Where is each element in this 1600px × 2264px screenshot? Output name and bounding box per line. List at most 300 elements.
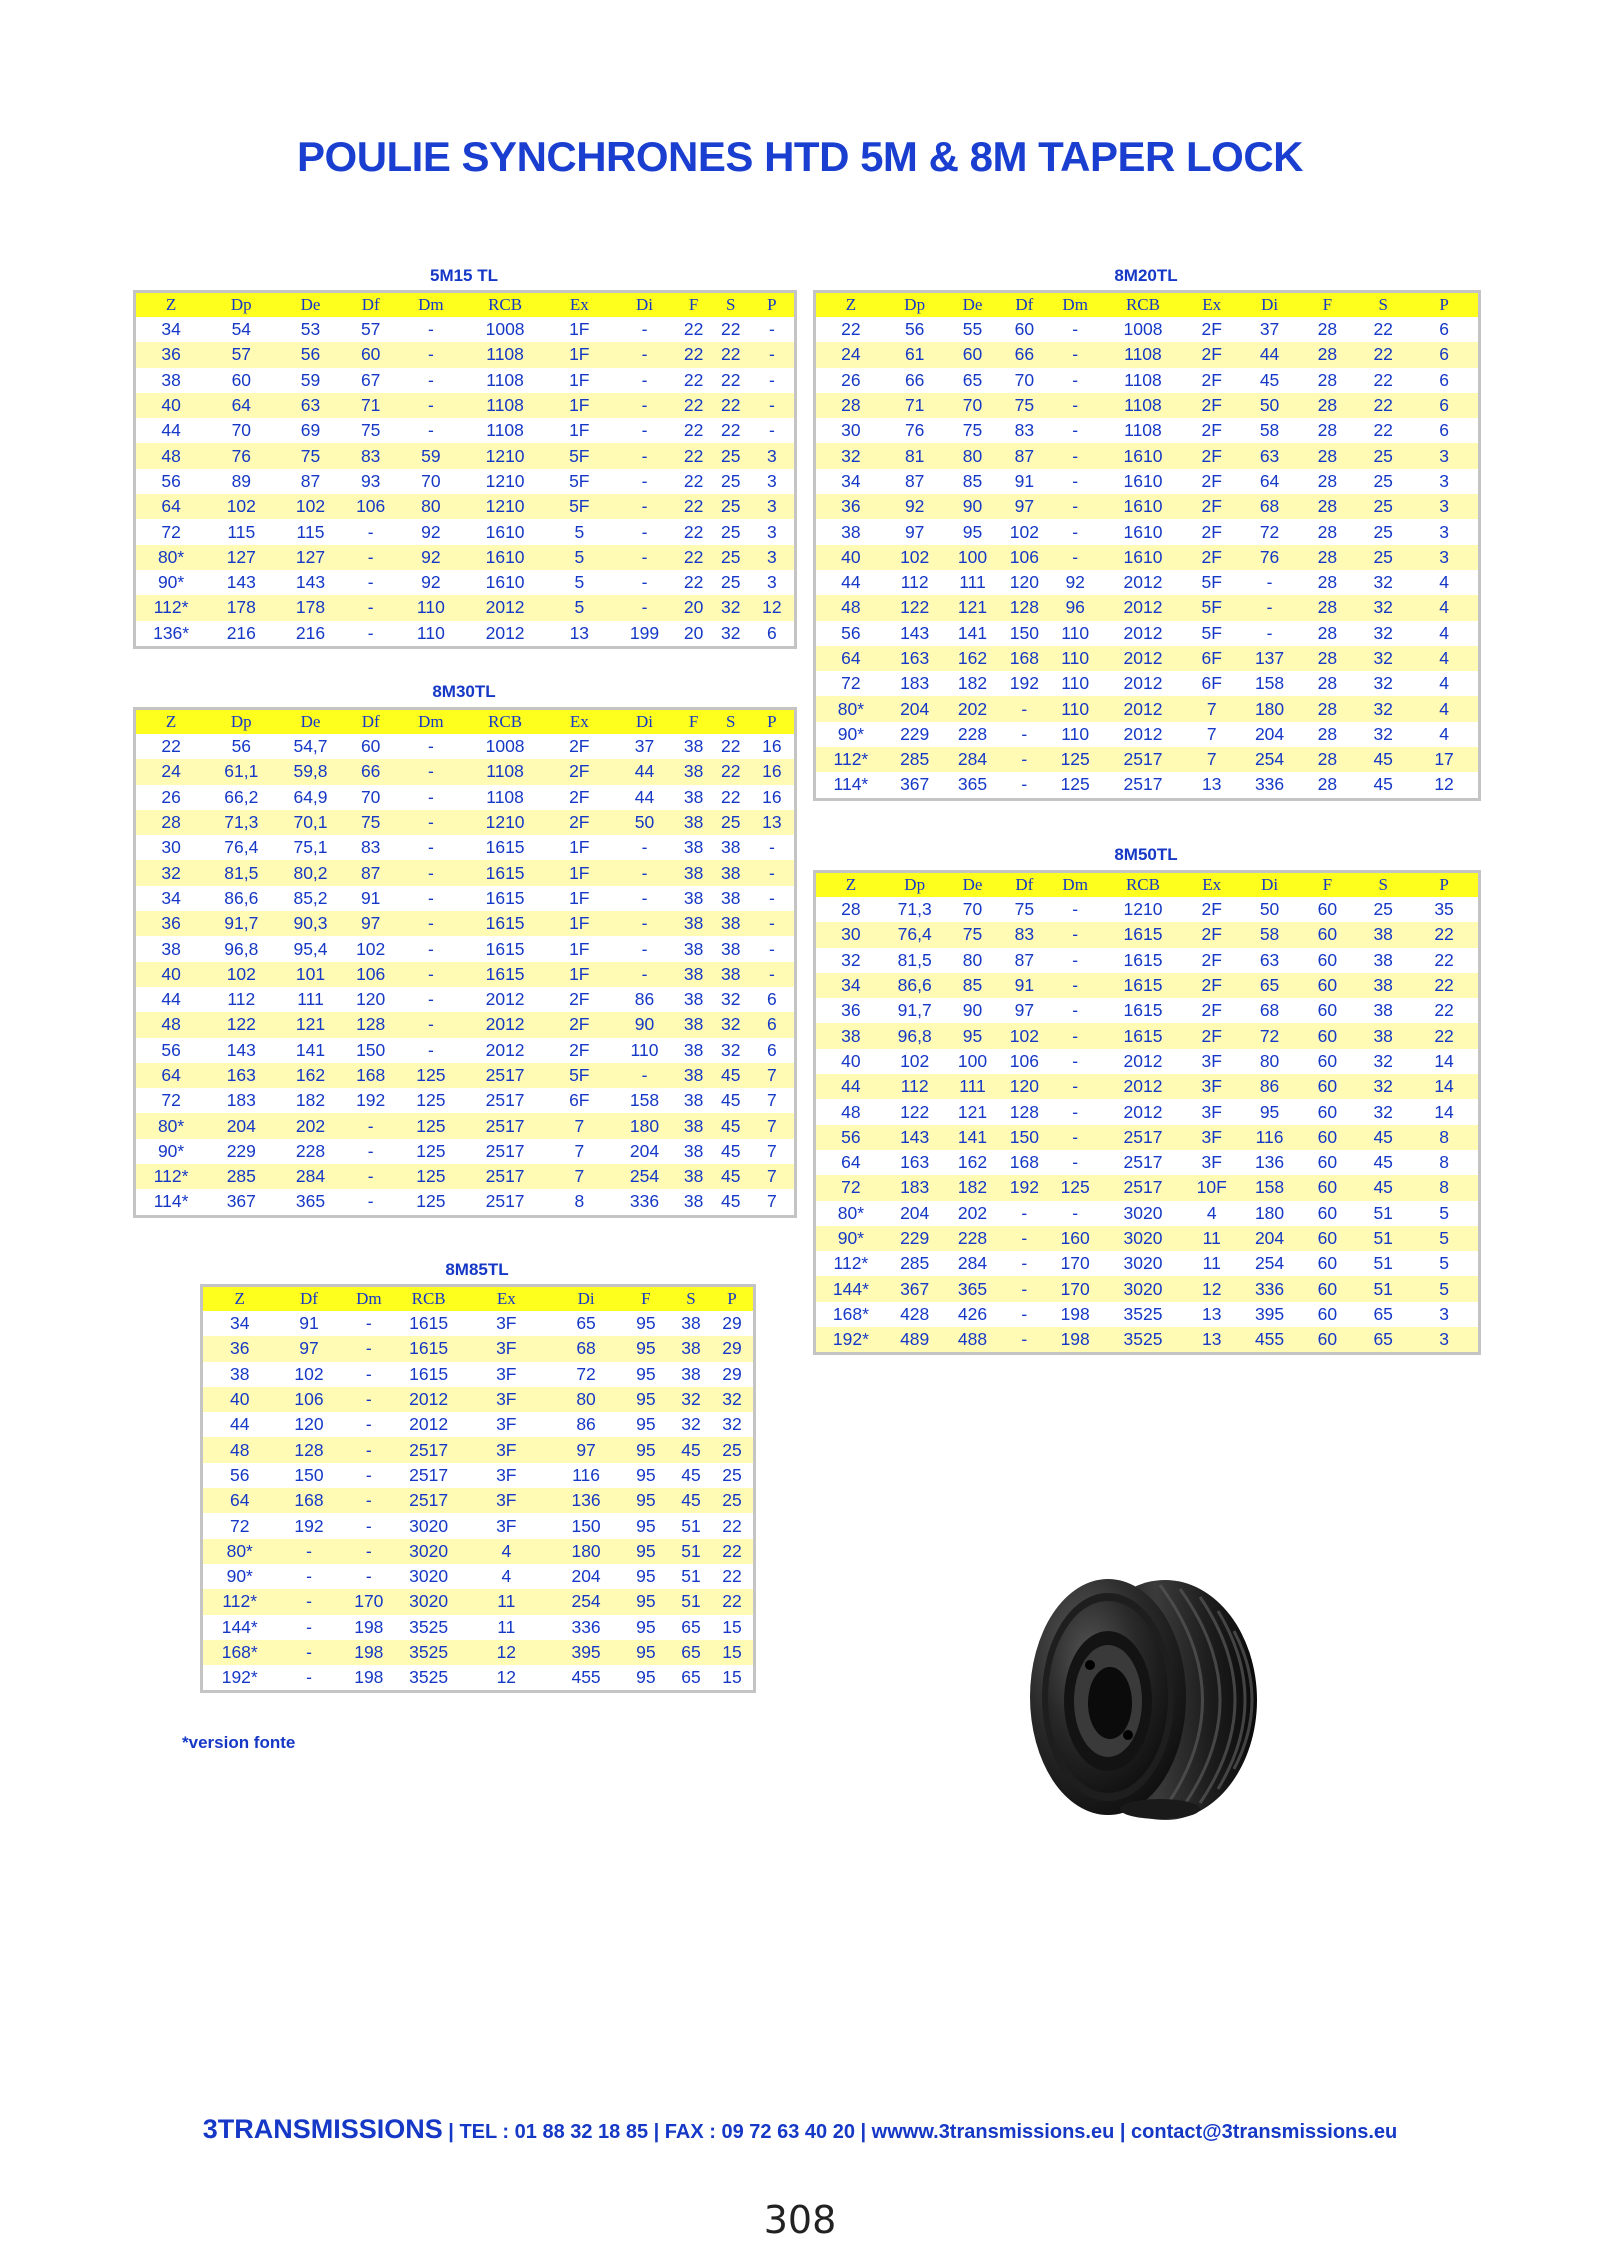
table-cell: -	[750, 886, 794, 911]
table-cell: -	[397, 987, 465, 1012]
table-cell: 86,6	[886, 973, 944, 998]
table-cell: 38	[712, 911, 750, 936]
table-cell: 38	[712, 860, 750, 885]
table-cell: 127	[206, 545, 276, 570]
table-cell: 106	[345, 962, 397, 987]
table-cell: 44	[613, 785, 675, 810]
table-cell: 2F	[1183, 519, 1241, 544]
table-cell: 8	[1410, 1125, 1478, 1150]
table-cell: -	[276, 1564, 341, 1589]
table-cell: 40	[816, 1049, 886, 1074]
table-cell: -	[613, 570, 675, 595]
table-cell: 38	[712, 962, 750, 987]
table-cell: 2012	[1103, 696, 1183, 721]
table-cell: -	[1001, 1302, 1047, 1327]
table-cell: 89	[206, 469, 276, 494]
table-cell: 100	[944, 545, 1002, 570]
table-cell: 1210	[465, 494, 545, 519]
table-cell: 3	[1410, 1302, 1478, 1327]
table-cell: 29	[711, 1362, 753, 1387]
table-cell: 229	[206, 1139, 276, 1164]
table-row	[203, 1488, 753, 1513]
column-header: Z	[816, 873, 886, 897]
table-cell: -	[1047, 545, 1103, 570]
footnote: *version fonte	[182, 1733, 296, 1752]
table-cell: 1108	[1103, 368, 1183, 393]
table-cell: 80*	[203, 1539, 276, 1564]
table-cell: 254	[1241, 1251, 1299, 1276]
table-cell: 136	[1241, 1150, 1299, 1175]
table-cell: 2F	[1183, 469, 1241, 494]
table-cell: -	[342, 1513, 397, 1538]
table-cell: 32	[1356, 1049, 1410, 1074]
table-row	[816, 1175, 1478, 1200]
table-cell: 36	[136, 342, 206, 367]
table-row	[136, 987, 794, 1012]
table-cell: 1615	[396, 1336, 461, 1361]
table-cell: 95	[1241, 1099, 1299, 1124]
table-cell: 183	[206, 1088, 276, 1113]
table-cell: 13	[1183, 1327, 1241, 1352]
table-cell: 168	[1001, 1150, 1047, 1175]
table-cell: 32	[136, 860, 206, 885]
table-cell: 7	[545, 1113, 613, 1138]
column-header: Di	[1241, 293, 1299, 317]
table-cell: 285	[886, 1251, 944, 1276]
table-cell: 202	[276, 1113, 344, 1138]
table-cell: 80*	[136, 1113, 206, 1138]
table-cell: 44	[203, 1412, 276, 1437]
table-row	[136, 418, 794, 443]
table-cell: 34	[136, 317, 206, 342]
table-cell: -	[342, 1488, 397, 1513]
table-row	[816, 1327, 1478, 1352]
table-cell: 90	[944, 998, 1002, 1023]
table-row	[816, 342, 1478, 367]
table-cell: 216	[206, 621, 276, 646]
table-cell: 3525	[396, 1640, 461, 1665]
table-cell: 367	[886, 1276, 944, 1301]
table-cell: 75	[345, 810, 397, 835]
table-cell: -	[1047, 469, 1103, 494]
table-cell: 64	[816, 1150, 886, 1175]
table-cell: 122	[886, 1099, 944, 1124]
table-cell: 4	[1410, 595, 1478, 620]
table-cell: 395	[1241, 1302, 1299, 1327]
table-cell: 28	[1298, 368, 1356, 393]
table-8m50	[813, 870, 1481, 1355]
table-cell: 192	[345, 1088, 397, 1113]
table-cell: 38	[676, 1088, 712, 1113]
table-row	[136, 519, 794, 544]
table-cell: -	[613, 886, 675, 911]
table-cell: 120	[276, 1412, 341, 1437]
table-cell: 1210	[465, 443, 545, 468]
table-cell: 1615	[1103, 948, 1183, 973]
table-row	[816, 621, 1478, 646]
table-cell: 76,4	[206, 835, 276, 860]
table-cell: 22	[676, 570, 712, 595]
table-cell: 7	[1183, 722, 1241, 747]
table-cell: 76	[886, 418, 944, 443]
table-cell: 40	[203, 1387, 276, 1412]
table-cell: -	[1001, 1327, 1047, 1352]
table-cell: 178	[276, 595, 344, 620]
table-cell: 56	[136, 469, 206, 494]
table-cell: 90*	[203, 1564, 276, 1589]
table-cell: 56	[276, 342, 344, 367]
table-cell: 137	[1241, 646, 1299, 671]
table-cell: 120	[1001, 570, 1047, 595]
table-cell: 180	[1241, 1201, 1299, 1226]
table-cell: 16	[750, 734, 794, 759]
table-cell: 95	[621, 1362, 671, 1387]
table-cell: 229	[886, 722, 944, 747]
table-cell: -	[1001, 1276, 1047, 1301]
table-row	[816, 671, 1478, 696]
table-cell: 204	[886, 696, 944, 721]
table-cell: 2F	[545, 785, 613, 810]
table-cell: 32	[712, 621, 750, 646]
table-row	[136, 1164, 794, 1189]
table-cell: 10F	[1183, 1175, 1241, 1200]
column-header: RCB	[1103, 873, 1183, 897]
table-cell: 3020	[1103, 1226, 1183, 1251]
table-cell: 38	[676, 860, 712, 885]
table-cell: 198	[342, 1640, 397, 1665]
table-cell: 1108	[465, 342, 545, 367]
table-row	[816, 1049, 1478, 1074]
table-cell: 72	[816, 1175, 886, 1200]
table-cell: -	[397, 785, 465, 810]
table-cell: 51	[1356, 1201, 1410, 1226]
table-cell: 45	[1356, 1150, 1410, 1175]
table-row	[203, 1615, 753, 1640]
table-cell: 2012	[1103, 646, 1183, 671]
table-cell: 168*	[816, 1302, 886, 1327]
table-row	[816, 1150, 1478, 1175]
table-cell: 95	[944, 1023, 1002, 1048]
table-cell: 198	[342, 1665, 397, 1690]
table-cell: 5F	[1183, 595, 1241, 620]
table-cell: 38	[676, 962, 712, 987]
table-row	[136, 1012, 794, 1037]
table-row	[203, 1336, 753, 1361]
table-cell: 1610	[1103, 545, 1183, 570]
table-cell: 1008	[465, 734, 545, 759]
table-row	[136, 595, 794, 620]
table-cell: 143	[206, 570, 276, 595]
column-header: Ex	[1183, 293, 1241, 317]
table-cell: 28	[1298, 443, 1356, 468]
table-cell: 170	[342, 1589, 397, 1614]
table-cell: 60	[1298, 1099, 1356, 1124]
table-cell: 7	[750, 1088, 794, 1113]
table-row	[136, 936, 794, 961]
table-row	[816, 469, 1478, 494]
table-cell: 163	[206, 1063, 276, 1088]
table-cell: 6F	[545, 1088, 613, 1113]
table-cell: -	[342, 1539, 397, 1564]
table-row	[816, 772, 1478, 797]
table-cell: 7	[1183, 747, 1241, 772]
table-cell: 102	[345, 936, 397, 961]
table-cell: 192*	[203, 1665, 276, 1690]
table-cell: 204	[886, 1201, 944, 1226]
table-cell: 45	[1356, 772, 1410, 797]
table-cell: 95	[621, 1412, 671, 1437]
table-cell: 150	[276, 1463, 341, 1488]
table-cell: 110	[1047, 722, 1103, 747]
table-cell: 45	[671, 1463, 711, 1488]
table-row	[136, 368, 794, 393]
table-cell: 3F	[461, 1387, 551, 1412]
table-cell: 5	[1410, 1276, 1478, 1301]
column-header: Di	[551, 1287, 620, 1311]
table-cell: 160	[1047, 1226, 1103, 1251]
table-cell: 121	[276, 1012, 344, 1037]
table-cell: 3F	[1183, 1074, 1241, 1099]
table-cell: 32	[1356, 646, 1410, 671]
table-cell: 1210	[1103, 897, 1183, 922]
table-cell: -	[345, 570, 397, 595]
table-cell: 60	[1298, 1049, 1356, 1074]
table-cell: 111	[944, 1074, 1002, 1099]
table-cell: -	[750, 936, 794, 961]
table-cell: -	[276, 1640, 341, 1665]
table-cell: 336	[1241, 1276, 1299, 1301]
table-cell: 1615	[1103, 1023, 1183, 1048]
table-cell: 59	[276, 368, 344, 393]
table-row	[816, 570, 1478, 595]
table-row	[203, 1362, 753, 1387]
table-row	[203, 1539, 753, 1564]
table-cell: 1108	[465, 785, 545, 810]
column-header: S	[712, 293, 750, 317]
table-5m15	[133, 290, 797, 649]
table-cell: 32	[712, 987, 750, 1012]
table-cell: 83	[1001, 418, 1047, 443]
table-cell: 87	[276, 469, 344, 494]
table-cell: 95	[621, 1311, 671, 1336]
table-row	[203, 1564, 753, 1589]
table-cell: 38	[712, 936, 750, 961]
table-cell: 28	[1298, 418, 1356, 443]
table-row	[816, 393, 1478, 418]
table-cell: 64	[816, 646, 886, 671]
table-row	[136, 443, 794, 468]
table-row	[816, 922, 1478, 947]
table-cell: 365	[276, 1189, 344, 1214]
table-cell: 51	[671, 1564, 711, 1589]
table-cell: 95	[621, 1539, 671, 1564]
table-cell: 95	[621, 1640, 671, 1665]
table-cell: 48	[203, 1437, 276, 1462]
table-cell: 28	[1298, 621, 1356, 646]
table-row	[136, 1189, 794, 1214]
table-cell: 15	[711, 1615, 753, 1640]
table-cell: 168	[276, 1488, 341, 1513]
table-cell: 90*	[136, 570, 206, 595]
table-row	[136, 734, 794, 759]
table-cell: 127	[276, 545, 344, 570]
table-row	[816, 1276, 1478, 1301]
table-cell: 6	[1410, 342, 1478, 367]
table-cell: -	[1047, 368, 1103, 393]
table-cell: 60	[1001, 317, 1047, 342]
table-cell: 24	[136, 759, 206, 784]
table-cell: 367	[206, 1189, 276, 1214]
table-cell: 1108	[465, 368, 545, 393]
table-cell: 162	[276, 1063, 344, 1088]
footer-brand: 3TRANSMISSIONS	[202, 2114, 443, 2144]
table-cell: 30	[136, 835, 206, 860]
table-cell: 65	[944, 368, 1002, 393]
table-cell: 11	[461, 1615, 551, 1640]
table-cell: 35	[1410, 897, 1478, 922]
table-cell: 90	[613, 1012, 675, 1037]
table-cell: 65	[1356, 1327, 1410, 1352]
table-cell: 97	[276, 1336, 341, 1361]
table-cell: 7	[1183, 696, 1241, 721]
table-cell: 61,1	[206, 759, 276, 784]
table-cell: 150	[1001, 621, 1047, 646]
table-cell: 66	[1001, 342, 1047, 367]
table-cell: 70,1	[276, 810, 344, 835]
table-row	[816, 519, 1478, 544]
table-cell: 22	[712, 342, 750, 367]
table-cell: 5F	[545, 1063, 613, 1088]
table-cell: 60	[1298, 1074, 1356, 1099]
table-cell: 65	[671, 1640, 711, 1665]
table-cell: 112	[886, 1074, 944, 1099]
table-cell: 38	[671, 1311, 711, 1336]
table-cell: 81,5	[206, 860, 276, 885]
table-cell: 428	[886, 1302, 944, 1327]
table-cell: 216	[276, 621, 344, 646]
table-cell: -	[1047, 519, 1103, 544]
table-cell: 25	[712, 469, 750, 494]
table-cell: 80	[397, 494, 465, 519]
column-header: Z	[203, 1287, 276, 1311]
table-cell: 65	[551, 1311, 620, 1336]
table-cell: 336	[551, 1615, 620, 1640]
table-cell: -	[613, 860, 675, 885]
table-cell: 5	[545, 545, 613, 570]
table-row	[816, 973, 1478, 998]
table-cell: 60	[944, 342, 1002, 367]
table-cell: 28	[1298, 722, 1356, 747]
table-cell: 45	[1356, 1175, 1410, 1200]
table-row	[816, 998, 1478, 1023]
table-cell: -	[1047, 1201, 1103, 1226]
table-cell: 32	[712, 1012, 750, 1037]
table-row	[816, 545, 1478, 570]
table-cell: 1615	[465, 886, 545, 911]
table-cell: 3020	[396, 1539, 461, 1564]
table-cell: 5F	[545, 494, 613, 519]
table-cell: 45	[671, 1488, 711, 1513]
table-cell: 120	[345, 987, 397, 1012]
table-cell: 5	[545, 519, 613, 544]
table-cell: 199	[613, 621, 675, 646]
table-cell: 38	[676, 911, 712, 936]
table-cell: 2F	[1183, 418, 1241, 443]
table-cell: 2F	[545, 810, 613, 835]
table-cell: 6	[1410, 368, 1478, 393]
table-cell: 3	[750, 519, 794, 544]
table-cell: 112*	[816, 1251, 886, 1276]
column-header: Dp	[206, 710, 276, 734]
table-cell: 25	[1356, 469, 1410, 494]
table-cell: 87	[1001, 948, 1047, 973]
table-cell: 44	[136, 418, 206, 443]
table-cell: 110	[397, 595, 465, 620]
table-cell: -	[276, 1589, 341, 1614]
table-cell: 150	[1001, 1125, 1047, 1150]
column-header: De	[276, 293, 344, 317]
table-cell: 1108	[1103, 342, 1183, 367]
table-cell: 204	[1241, 722, 1299, 747]
table-row	[816, 443, 1478, 468]
table-cell: 32	[816, 443, 886, 468]
table-cell: -	[1047, 342, 1103, 367]
table-row	[203, 1513, 753, 1538]
table-cell: 7	[545, 1139, 613, 1164]
table-cell: 6	[1410, 393, 1478, 418]
table-cell: 2012	[465, 1012, 545, 1037]
table-cell: 1610	[1103, 469, 1183, 494]
table-cell: 90*	[136, 1139, 206, 1164]
table-cell: 2F	[1183, 973, 1241, 998]
table-cell: 22	[676, 418, 712, 443]
table-cell: 36	[816, 998, 886, 1023]
table-cell: 64	[206, 393, 276, 418]
table-cell: 81	[886, 443, 944, 468]
table-cell: 22	[1356, 342, 1410, 367]
table-cell: 66	[886, 368, 944, 393]
table-cell: -	[750, 393, 794, 418]
table-cell: 44	[816, 1074, 886, 1099]
table-cell: 1F	[545, 886, 613, 911]
table-cell: 56	[816, 1125, 886, 1150]
table-cell: 143	[206, 1038, 276, 1063]
table-cell: 192*	[816, 1327, 886, 1352]
table-cell: 92	[397, 570, 465, 595]
table-cell: 32	[1356, 570, 1410, 595]
table-cell: 5F	[1183, 570, 1241, 595]
table-cell: 7	[750, 1139, 794, 1164]
table-cell: 38	[816, 1023, 886, 1048]
table-cell: 2517	[1103, 747, 1183, 772]
table-cell: 3525	[1103, 1327, 1183, 1352]
table-cell: 3F	[461, 1362, 551, 1387]
table-cell: 48	[136, 1012, 206, 1037]
table-cell: 2517	[465, 1164, 545, 1189]
table-cell: 1615	[1103, 922, 1183, 947]
table-cell: 22	[136, 734, 206, 759]
column-header: Dm	[397, 293, 465, 317]
table-cell: -	[276, 1665, 341, 1690]
table-cell: 198	[1047, 1302, 1103, 1327]
table-cell: 92	[1047, 570, 1103, 595]
table-cell: -	[613, 962, 675, 987]
table-row	[136, 393, 794, 418]
table-cell: 75	[345, 418, 397, 443]
table-cell: 20	[676, 621, 712, 646]
table-cell: 32	[1356, 696, 1410, 721]
table-cell: -	[1047, 1049, 1103, 1074]
